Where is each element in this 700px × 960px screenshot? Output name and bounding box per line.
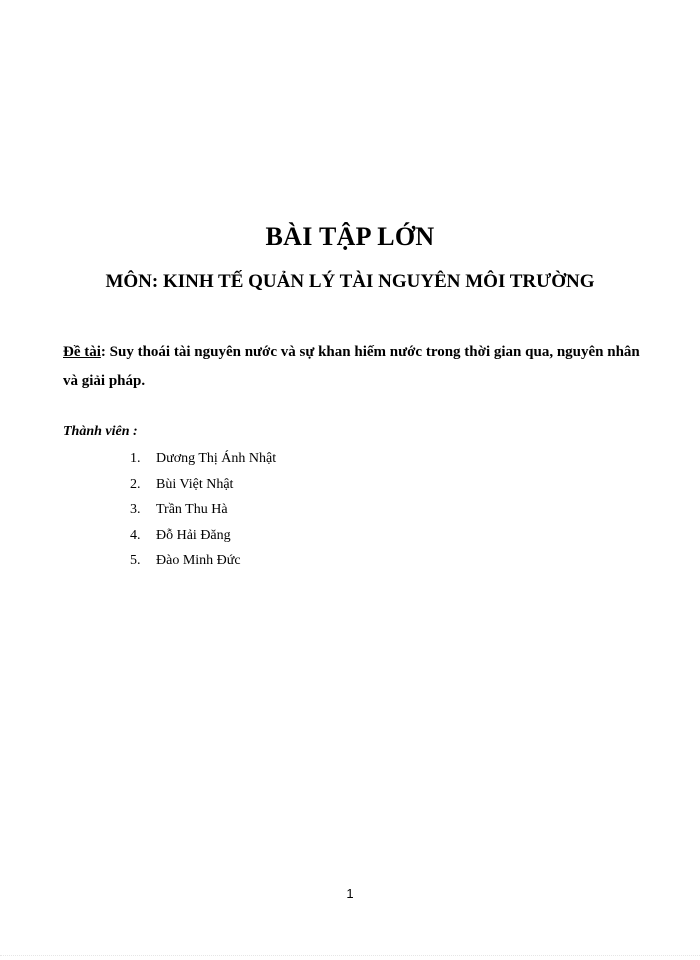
page-number: 1 [346,886,354,901]
list-item [130,552,276,578]
member-list [130,450,276,578]
document-title: BÀI TẬP LỚN [265,222,435,251]
page-bottom-divider [0,955,700,956]
member-name: Trần Thu Hà [156,502,228,517]
member-name: Đỗ Hải Đăng [156,527,231,543]
list-item [130,450,276,476]
member-number: 4. [130,527,141,543]
list-item [130,527,276,553]
topic-text: Suy thoái tài nguyên nước và sự khan hiếm nước trong thời gian qua, nguyên nhân và giải pháp. [63,344,640,389]
member-name: Dương Thị Ánh Nhật [156,451,277,466]
topic-paragraph [63,338,643,396]
member-number: 3. [130,502,141,517]
list-item [130,476,276,502]
member-name: Bùi Việt Nhật [156,476,234,492]
members-label: Thành viên : [63,424,138,439]
member-number: 2. [130,476,141,492]
member-number: 1. [130,451,141,466]
member-number: 5. [130,553,141,568]
course-subtitle: MÔN: KINH TẾ QUẢN LÝ TÀI NGUYÊN MÔI TRƯỜNG [105,271,595,292]
topic-separator: : [100,344,106,360]
member-name: Đào Minh Đức [156,553,241,568]
topic-label: Đề tài [63,344,101,360]
list-item [130,501,276,527]
